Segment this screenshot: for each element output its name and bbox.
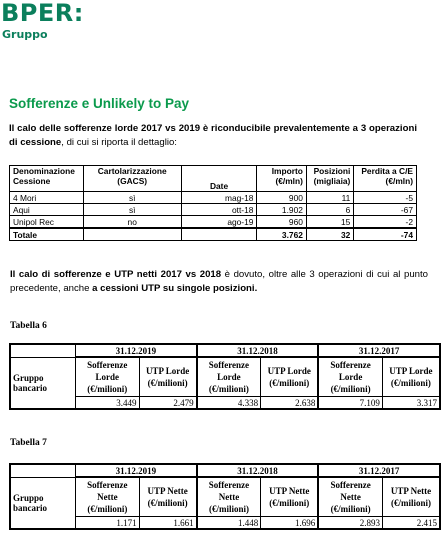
- total-row: [10, 228, 417, 241]
- header-importo: Importo (€/mln): [257, 166, 306, 192]
- value-cell: 2.479: [139, 397, 197, 410]
- column-header-row: [10, 357, 440, 397]
- date-2017: 31.12.2017: [318, 464, 440, 477]
- dates-row: [10, 344, 440, 357]
- cell-date: ott-18: [181, 204, 257, 216]
- utp-bold-1: Il calo di sofferenze e UTP netti 2017 vs 2018: [10, 269, 222, 280]
- tabella-6: [9, 343, 441, 410]
- cell-name: Aqui: [10, 204, 84, 216]
- cell-gacs: sì: [83, 192, 181, 204]
- cell-posizioni: 6: [306, 204, 353, 216]
- intro-paragraph: [9, 122, 417, 150]
- cell-name: 4 Mori: [10, 192, 84, 204]
- logo-main-text: BPER:: [1, 0, 84, 27]
- tabella-7-label: Tabella 7: [10, 438, 47, 448]
- col-utp-nette-2017: UTP Nette (€/milioni): [382, 477, 440, 517]
- col-sofferenze-lorde-2017: Sofferenze Lorde (€/milioni): [318, 357, 382, 397]
- value-cell: 1.661: [139, 517, 196, 530]
- col-sofferenze-lorde-2019: Sofferenze Lorde (€/milioni): [76, 357, 140, 397]
- col-sofferenze-lorde-2018: Sofferenze Lorde (€/milioni): [197, 357, 261, 397]
- total-blank-date: [181, 228, 257, 241]
- value-cell: 1.171: [76, 517, 140, 530]
- table-row: [10, 204, 417, 216]
- date-2018: 31.12.2018: [197, 344, 319, 357]
- value-cell: 1.696: [261, 517, 318, 530]
- corner-cell: [10, 464, 76, 477]
- operations-table: [9, 165, 417, 241]
- utp-paragraph: [10, 268, 428, 296]
- header-denominazione: Denominazione Cessione: [10, 166, 84, 192]
- date-2018: 31.12.2018: [197, 464, 319, 477]
- value-cell: 2.893: [318, 517, 382, 530]
- value-cell: 2.638: [261, 397, 319, 410]
- table-row: [10, 192, 417, 204]
- table-row: [10, 216, 417, 229]
- value-cell: 3.317: [382, 397, 440, 410]
- total-perdita: -74: [354, 228, 417, 241]
- intro-rest: , di cui si riporta il dettaglio:: [61, 137, 177, 148]
- column-header-row: [10, 477, 440, 517]
- col-utp-lorde-2019: UTP Lorde (€/milioni): [139, 357, 197, 397]
- cell-gacs: sì: [83, 204, 181, 216]
- tabella-6-label: Tabella 6: [10, 321, 47, 331]
- corner-cell: [10, 344, 76, 357]
- value-cell: 3.449: [76, 397, 140, 410]
- total-importo: 3.762: [257, 228, 306, 241]
- value-cell: 2.415: [382, 517, 440, 530]
- col-utp-lorde-2017: UTP Lorde (€/milioni): [382, 357, 440, 397]
- group-label: Gruppo bancario: [10, 477, 76, 529]
- col-utp-lorde-2018: UTP Lorde (€/milioni): [261, 357, 319, 397]
- total-label: Totale: [10, 228, 84, 241]
- value-cell: 4.338: [197, 397, 261, 410]
- col-utp-nette-2018: UTP Nette (€/milioni): [261, 477, 318, 517]
- value-cell: 1.448: [197, 517, 261, 530]
- operations-header-row: [10, 166, 417, 192]
- col-utp-nette-2019: UTP Nette (€/milioni): [139, 477, 196, 517]
- cell-importo: 960: [257, 216, 306, 229]
- cell-importo: 1.902: [257, 204, 306, 216]
- cell-posizioni: 15: [306, 216, 353, 229]
- cell-importo: 900: [257, 192, 306, 204]
- col-sofferenze-nette-2018: Sofferenze Nette (€/milioni): [197, 477, 261, 517]
- cell-name: Unipol Rec: [10, 216, 84, 229]
- cell-posizioni: 11: [306, 192, 353, 204]
- header-date: Date: [181, 166, 257, 192]
- total-blank-gacs: [83, 228, 181, 241]
- header-posizioni: Posizioni (migliaia): [306, 166, 353, 192]
- col-sofferenze-nette-2017: Sofferenze Nette (€/milioni): [318, 477, 382, 517]
- cell-perdita: -2: [354, 216, 417, 229]
- date-2019: 31.12.2019: [76, 344, 197, 357]
- cell-date: ago-19: [181, 216, 257, 229]
- utp-mid: è dovuto, oltre alle 3 operazioni di cui al punto precedente, anche: [10, 269, 428, 294]
- header-perdita: Perdita a C/E (€/mln): [354, 166, 417, 192]
- utp-bold-2: a cessioni UTP su singole posizioni.: [92, 283, 258, 294]
- section-heading: Sofferenze e Unlikely to Pay: [9, 96, 190, 111]
- cell-date: mag-18: [181, 192, 257, 204]
- col-sofferenze-nette-2019: Sofferenze Nette (€/milioni): [76, 477, 140, 517]
- intro-bold: Il calo delle sofferenze lorde 2017 vs 2019 è riconducibile prevalentemente a 3 operazioni di cessione: [9, 123, 417, 148]
- cell-perdita: -5: [354, 192, 417, 204]
- date-2019: 31.12.2019: [76, 464, 197, 477]
- tabella-7: [9, 463, 441, 530]
- date-2017: 31.12.2017: [318, 344, 440, 357]
- header-cartolarizzazione: Cartolarizzazione (GACS): [83, 166, 181, 192]
- total-posizioni: 32: [306, 228, 353, 241]
- dates-row: [10, 464, 440, 477]
- logo-sub-text: Gruppo: [2, 28, 48, 41]
- cell-gacs: no: [83, 216, 181, 229]
- value-cell: 7.109: [318, 397, 382, 410]
- group-label: Gruppo bancario: [10, 357, 76, 409]
- cell-perdita: -67: [354, 204, 417, 216]
